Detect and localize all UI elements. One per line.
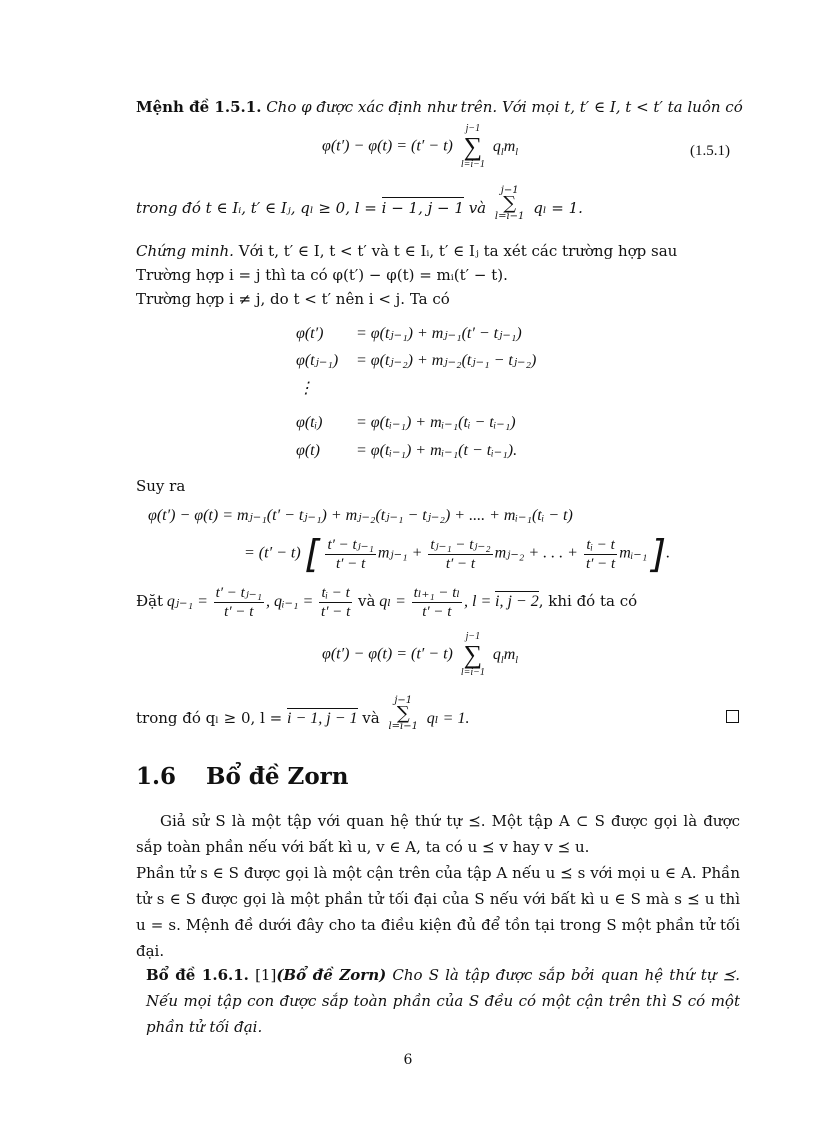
system-row-5: φ(t) = φ(tᵢ₋₁) + mᵢ₋₁(t − tᵢ₋₁). <box>296 442 518 459</box>
system-row-1: φ(t′) = φ(tⱼ₋₁) + mⱼ₋₁(t′ − tⱼ₋₁) <box>296 325 522 342</box>
frac-3: $\frac{\text{tᵢ − t}}{t' - t}$ <box>585 536 616 572</box>
expansion-line-1: φ(t′) − φ(t) = mⱼ₋₁(t′ − tⱼ₋₁) + mⱼ₋₂(tⱼ₋₁ − tⱼ₋₂) + .... + mᵢ₋₁(tᵢ − t) <box>148 507 573 524</box>
proof-intro-line <box>136 240 677 262</box>
dat-frac-2: $\frac{\text{tᵢ − t}}{t' - t}$ <box>321 585 351 620</box>
proof-case2: Trường hợp i ≠ j, do t < t′ nên i < j. Ta có <box>136 290 450 308</box>
final-condition: trong đó qₗ ≥ 0, l = i − 1, j − 1 và j−1 ∑ l=i−1 qₗ = 1. <box>136 695 470 732</box>
frac-2: $\frac{\text{tⱼ₋₁ − tⱼ₋₂}}{t' - t}$ <box>430 536 491 572</box>
sum-upper: j−1 <box>465 123 481 134</box>
cond-end: qₗ = 1. <box>533 199 583 217</box>
lemma-ref: [1] <box>255 966 277 984</box>
proposition-statement: Cho φ được xác định như trên. Với mọi t, t′ ∈ I, t < t′ ta luôn có <box>266 98 743 116</box>
proposition-line <box>136 96 743 118</box>
suy-ra: Suy ra <box>136 477 186 495</box>
equation-1-5-1 <box>322 124 518 170</box>
proof-case1: Trường hợp i = j thì ta có φ(t′) − φ(t) = mᵢ(t′ − t). <box>136 266 508 284</box>
lemma-name: (Bổ đề Zorn) <box>276 966 387 984</box>
system-row-3: ⋮ <box>298 380 314 397</box>
paragraph-2: Phần tử s ∈ S được gọi là một cận trên của tập A nếu u ⪯ s với mọi u ∈ A. Phần tử s ∈ S được gọi là một phần tử tối đại của S nếu với bất kì u ∈ S mà s ⪯ u thì u = s. Mệnh đề dưới đây cho ta điều kiện đủ để tồn tại trong S một phần tử tối đại. <box>136 864 740 960</box>
cond-and: và <box>468 199 487 217</box>
system-row-2: φ(tⱼ₋₁) = φ(tⱼ₋₂) + mⱼ₋₂(tⱼ₋₁ − tⱼ₋₂) <box>296 352 537 369</box>
sum-lower: l=i−1 <box>460 159 485 170</box>
qed-symbol <box>726 710 739 723</box>
section-title: Bổ đề Zorn <box>206 763 349 790</box>
dat-range: i, j − 2 <box>495 592 539 610</box>
cond-text: trong đó t ∈ Iᵢ, t′ ∈ Iⱼ, qₗ ≥ 0, l = <box>136 199 382 217</box>
dat-line: Đặt qⱼ₋₁ = $\frac{\text{t′ − tⱼ₋₁}}{t' - t}$ , qᵢ₋₁ = $\frac{\text{tᵢ − t}}{t' - t}$ và qₗ = $\frac{\text{tₗ₊₁ − tₗ}}{t' - t}$ , l = i, j − 2, khi đó ta có <box>136 585 638 620</box>
lemma-label: Bổ đề 1.6.1. <box>146 966 249 984</box>
equation-number: (1.5.1) <box>690 143 730 159</box>
dat-frac-1: $\frac{\text{t′ − tⱼ₋₁}}{t' - t}$ <box>215 585 262 620</box>
system-row-4: φ(tᵢ) = φ(tᵢ₋₁) + mᵢ₋₁(tᵢ − tᵢ₋₁) <box>296 414 516 431</box>
lemma-zorn <box>146 962 740 1040</box>
eq-summand: $q_lm_l$ <box>492 137 519 158</box>
dat-frac-3: $\frac{\text{tₗ₊₁ − tₗ}}{t' - t}$ <box>413 585 461 620</box>
section-heading <box>136 763 349 790</box>
expansion-line-2: = (t′ − t) [ $\frac{\text{t′ − tⱼ₋₁}}{t' - t}$ mⱼ₋₁ + $\frac{\text{tⱼ₋₁ − tⱼ₋₂}}{t' - t}$ mⱼ₋₂ + . . . + $\frac{\text{tᵢ − t}}{t' - t}$ mᵢ₋₁ ]. <box>244 532 671 576</box>
cond-sum-symbol: j−1 ∑ l=i−1 <box>494 185 525 222</box>
cond-range: i − 1, j − 1 <box>381 199 464 217</box>
final-sum-symbol: j−1 ∑ l=i−1 <box>460 631 485 678</box>
frac-1: $\frac{\text{t′ − tⱼ₋₁}}{t' - t}$ <box>327 536 374 572</box>
proposition-label: Mệnh đề 1.5.1. <box>136 98 262 116</box>
final-equation: φ(t′) − φ(t) = (t′ − t) j−1 ∑ l=i−1 $q_lm_l$ <box>322 631 519 678</box>
final-cond-sum: j−1 ∑ l=i−1 <box>388 695 419 732</box>
sum-symbol: j−1 ∑ l=i−1 <box>460 123 485 170</box>
paragraph-1: Giả sử S là một tập với quan hệ thứ tự ⪯. Một tập A ⊂ S được gọi là được sắp toàn phần nếu với bất kì u, v ∈ A, ta có u ⪯ v hay v ⪯ u. <box>136 812 740 856</box>
section-number: 1.6 <box>136 763 177 790</box>
eq-lhs: φ(t′) − φ(t) = (t′ − t) <box>322 137 453 155</box>
lemma-statement: Cho S là tập được sắp bởi quan hệ thứ tự ⪯. Nếu mọi tập con được sắp toàn phần của S đều có một cận trên thì S có một phần tử tối đại. <box>146 966 740 1036</box>
page-number: 6 <box>403 1052 413 1068</box>
proof-label: Chứng minh. <box>136 242 234 260</box>
proof-intro: Với t, t′ ∈ I, t < t′ và t ∈ Iᵢ, t′ ∈ Iⱼ ta xét các trường hợp sau <box>238 242 678 260</box>
proposition-condition <box>136 185 583 222</box>
